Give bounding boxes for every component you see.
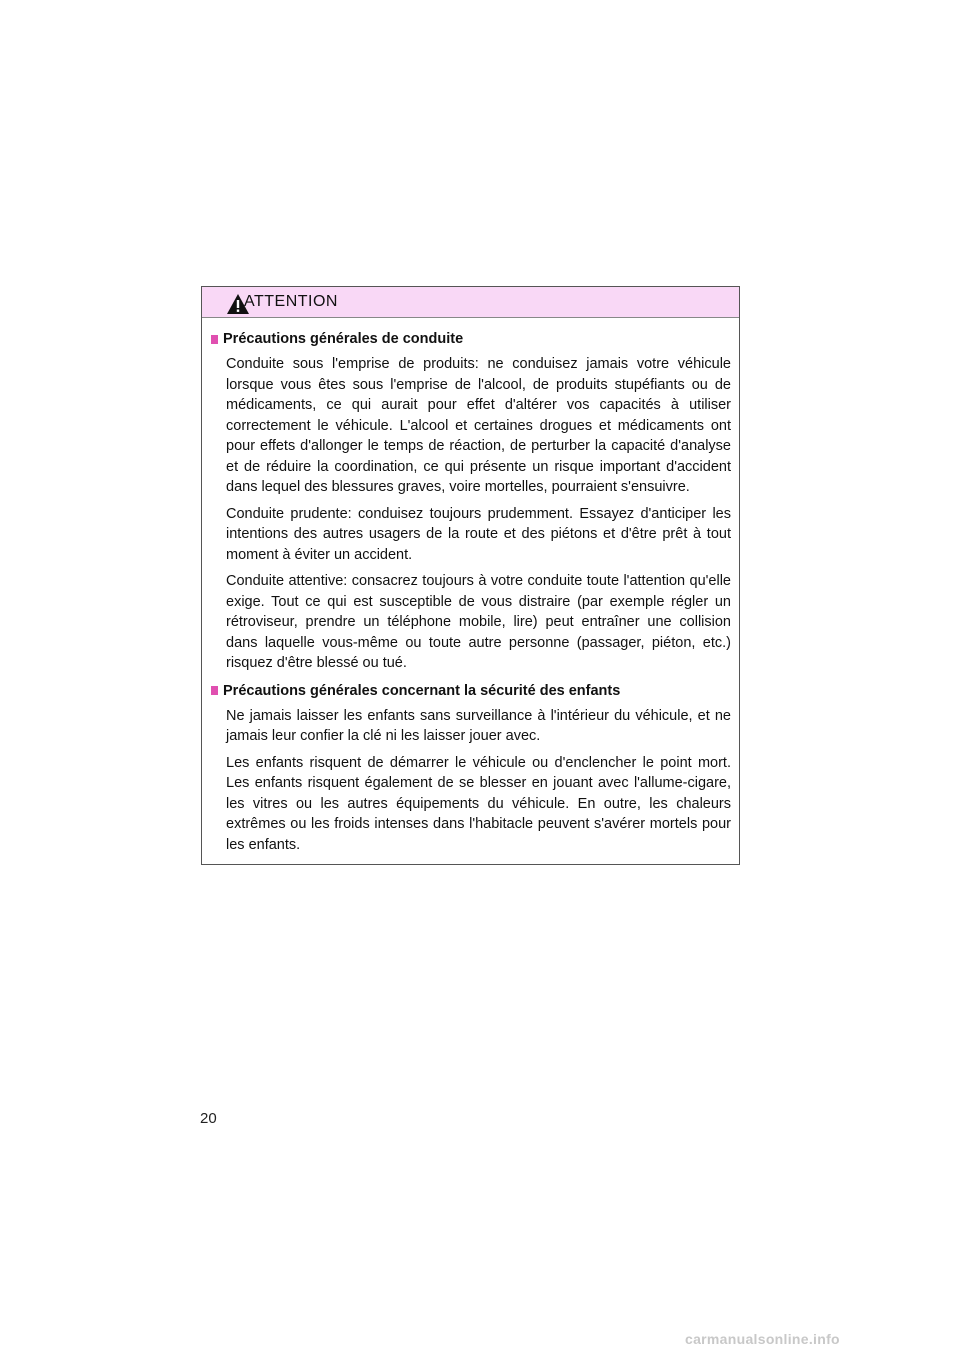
section-heading	[211, 680, 731, 702]
section-heading	[211, 328, 731, 350]
warning-box-title: ATTENTION	[244, 293, 338, 310]
section-child-safety	[211, 680, 731, 856]
square-bullet-icon	[211, 335, 218, 344]
section-heading-text: Précautions générales concernant la sécurité des enfants	[223, 682, 621, 699]
warning-box-body	[202, 318, 739, 855]
section-heading-text: Précautions générales de conduite	[223, 331, 464, 347]
paragraph: Conduite sous l'emprise de produits: ne conduisez jamais votre véhicule lorsque vous êtes sous l'emprise de l'alcool, de produits stupéfiants ou de médicaments, ce qui aurait pour effet d'altérer vos capacités à utiliser correctement le véhicule. L'alcool et certaines drogues et médicaments ont pour effets d'allonger le temps de réaction, de perturber la capacité d'analyse et de réduire la coordination, ce qui présente un risque important d'accident dans lequel des blessures graves, voire mortelles, pourraient s'ensuivre.	[226, 356, 731, 495]
page-number: 20	[200, 1110, 217, 1127]
watermark: carmanualsonline.info	[685, 1331, 840, 1347]
paragraph: Ne jamais laisser les enfants sans surveillance à l'intérieur du véhicule, et ne jamais leur confier la clé ni les laisser jouer avec.	[226, 707, 731, 744]
paragraph: Les enfants risquent de démarrer le véhicule ou d'enclencher le point mort. Les enfants risquent également de se blesser en jouant avec l'allume-cigare, les vitres ou les autres équipements du véhicule. En outre, les chaleurs extrêmes ou les froids intenses dans l'habitacle peuvent s'avérer mortels pour les enfants.	[226, 754, 731, 853]
section-driving-precautions	[211, 328, 731, 674]
paragraph: Conduite prudente: conduisez toujours prudemment. Essayez d'anticiper les intentions des autres usagers de la route et des piétons et d'être prêt à tout moment à éviter un accident.	[226, 505, 731, 563]
square-bullet-icon	[211, 686, 218, 695]
paragraph: Conduite attentive: consacrez toujours à votre conduite toute l'attention qu'elle exige. Tout ce qui est susceptible de vous distraire (par exemple régler un rétroviseur, prendre un téléphone mobile, lire) peut entraîner une collision dans laquelle vous-même ou toute autre personne (passager, piéton, etc.) risquez d'être blessé ou tué.	[226, 573, 731, 671]
warning-box-header	[202, 287, 739, 318]
warning-box	[201, 286, 740, 865]
